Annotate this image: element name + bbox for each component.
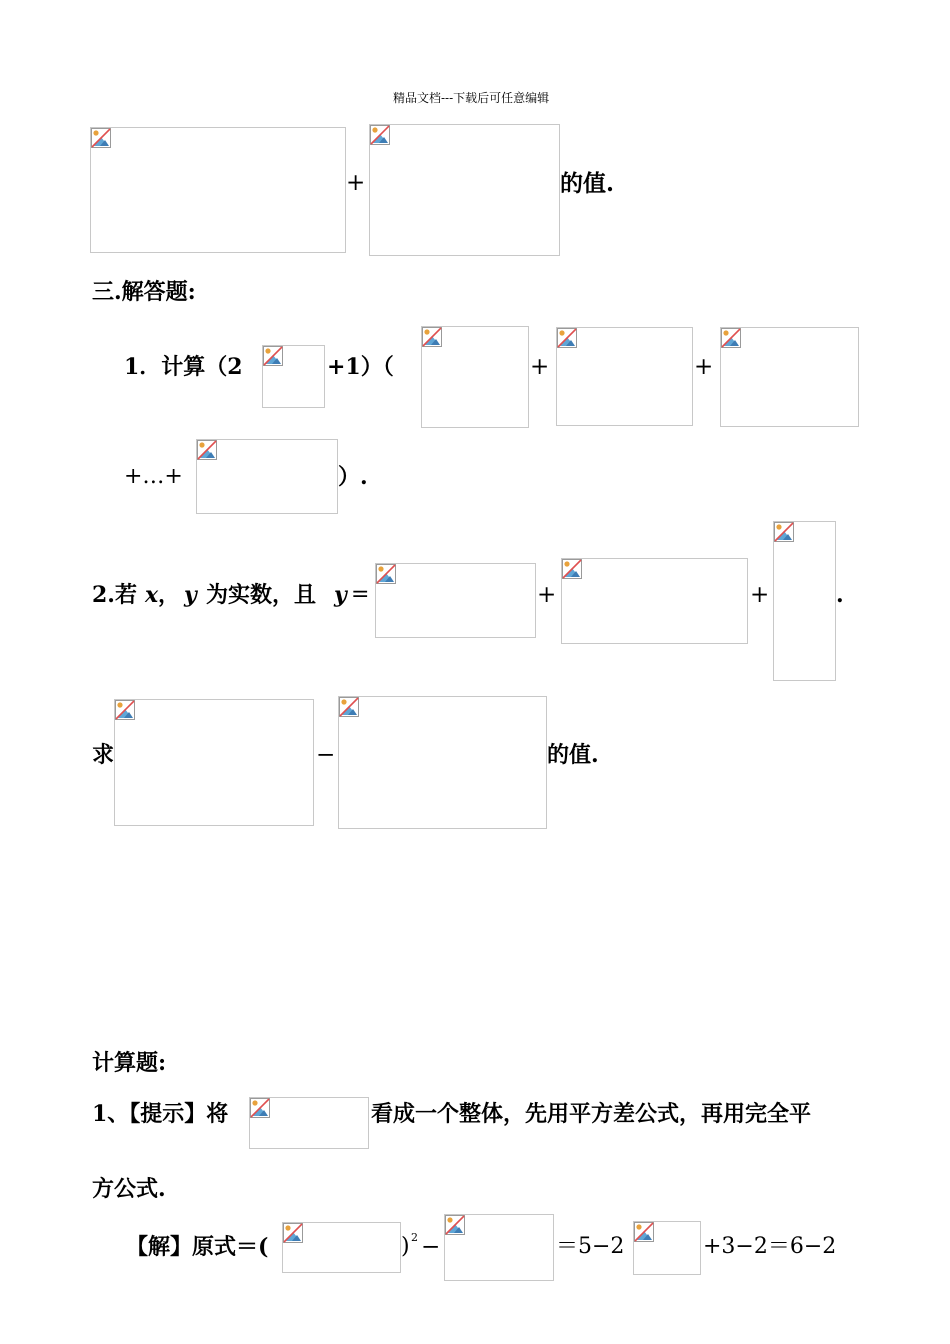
broken-image-icon (91, 128, 111, 148)
solution-mid: ＝5−2 (556, 1234, 625, 1259)
broken-image-icon (774, 522, 794, 542)
plus-sign: + (537, 582, 557, 608)
formula-image (421, 326, 529, 428)
problem-1-mid: +1）（ (327, 354, 394, 380)
minus-sign: − (316, 742, 336, 768)
formula-image (561, 558, 748, 644)
problem-2-mid: 为实数，且 (206, 582, 317, 608)
hint-line2: 方公式. (92, 1176, 166, 1202)
close-paren: ) (401, 1234, 410, 1259)
formula-image (444, 1214, 554, 1281)
formula-image (556, 327, 693, 426)
formula-image (282, 1222, 401, 1273)
broken-image-icon (283, 1223, 303, 1243)
plus-sign: + (530, 354, 550, 380)
period: . (836, 582, 844, 608)
ask-prefix: 求 (92, 742, 115, 768)
equals-sign: = (351, 582, 370, 607)
formula-image (196, 439, 338, 514)
broken-image-icon (376, 564, 396, 584)
expr-suffix: 的值. (560, 170, 615, 197)
plus-sign: + (750, 582, 770, 608)
hint-suffix: 看成一个整体，先用平方差公式，再用完全平 (371, 1101, 812, 1127)
broken-image-icon (445, 1215, 465, 1235)
formula-image (249, 1097, 369, 1149)
formula-image (633, 1221, 701, 1275)
variable-y: y (334, 582, 347, 608)
solution-prefix: 【解】原式＝( (126, 1234, 269, 1260)
minus-sign: − (421, 1234, 441, 1260)
broken-image-icon (557, 328, 577, 348)
broken-image-icon (250, 1098, 270, 1118)
problem-1-line2-suffix: ）. (338, 464, 368, 490)
ask-suffix: 的值. (547, 742, 599, 768)
formula-image (338, 696, 547, 829)
broken-image-icon (370, 125, 390, 145)
variable-x: x (145, 582, 159, 608)
solution-tail: +3−2＝6−2 (703, 1234, 837, 1259)
formula-image (114, 699, 314, 826)
hint-prefix: 1、【提示】将 (92, 1101, 229, 1127)
plus-sign: + (346, 170, 366, 196)
plus-sign: + (694, 354, 714, 380)
formula-image (90, 127, 346, 253)
formula-image (262, 345, 325, 408)
variable-y: y (184, 582, 197, 608)
broken-image-icon (115, 700, 135, 720)
formula-image (720, 327, 859, 427)
broken-image-icon (197, 440, 217, 460)
comma: ， (158, 582, 181, 608)
problem-2-prefix: 2.若 (92, 582, 137, 608)
problem-1-prefix: 1．计算（2 (124, 354, 243, 380)
broken-image-icon (339, 697, 359, 717)
broken-image-icon (263, 346, 283, 366)
formula-image (773, 521, 836, 681)
broken-image-icon (562, 559, 582, 579)
formula-image (375, 563, 536, 638)
formula-image (369, 124, 560, 256)
broken-image-icon (422, 327, 442, 347)
exponent: 2 (411, 1231, 418, 1244)
problem-1-line2-prefix: +…+ (124, 464, 183, 489)
section-title: 三.解答题: (92, 279, 196, 305)
section-title: 计算题: (92, 1050, 167, 1076)
broken-image-icon (634, 1222, 654, 1242)
broken-image-icon (721, 328, 741, 348)
page-header: 精品文档---下载后可任意编辑 (393, 91, 550, 105)
